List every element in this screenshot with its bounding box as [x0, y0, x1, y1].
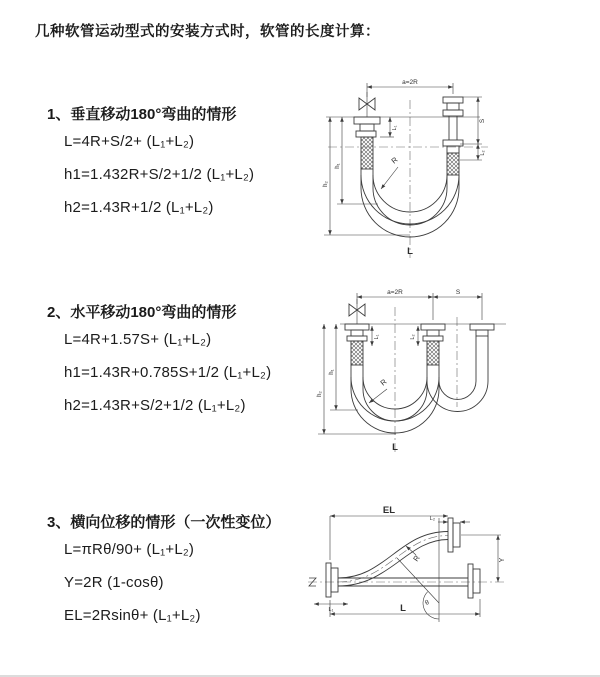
diagram-lateral-displacement	[298, 502, 598, 652]
centerlines	[308, 536, 505, 583]
dim-label-h1: h₁	[329, 369, 335, 375]
section-1-heading: 1、垂直移动180°弯曲的情形	[47, 106, 237, 123]
radius-label: R	[389, 155, 400, 166]
formula-line: h2=1.43R+S/2+1/2 (L₁+L₂)	[64, 397, 246, 414]
diagram-3-drawing	[298, 502, 598, 652]
right-hose-fitting	[443, 97, 463, 175]
length-label: L	[400, 603, 406, 614]
diagram-1-drawing	[310, 72, 600, 262]
dim-label-l1: L₁	[328, 607, 334, 613]
dim-label-h2: h₂	[323, 181, 329, 187]
dim-label-l1: L₁	[392, 125, 398, 131]
dim-label-h1: h₁	[335, 163, 341, 169]
dim-label-y: Y	[499, 557, 506, 563]
curved-hose-displaced-position	[338, 518, 460, 586]
diagram-horizontal-180-bend	[310, 282, 600, 462]
dim-label-s: S	[455, 289, 461, 296]
formula-line: EL=2Rsinθ+ (L₁+L₂)	[64, 607, 201, 624]
formula-line: L=πRθ/90+ (L₁+L₂)	[64, 541, 195, 558]
angle-theta-label: θ	[424, 599, 431, 607]
dim-label-a2r: a=2R	[402, 79, 418, 86]
page-title: 几种软管运动型式的安装方式时，软管的长度计算：	[35, 24, 380, 40]
right-hose-fitting	[470, 324, 494, 336]
left-flange	[326, 563, 338, 597]
straight-hose-initial-position	[338, 564, 480, 598]
radius-label: R	[411, 553, 422, 564]
length-label: L	[392, 442, 398, 453]
length-label: L	[407, 246, 413, 257]
formula-line: h1=1.432R+S/2+1/2 (L₁+L₂)	[64, 166, 255, 183]
left-hose-fitting	[345, 324, 369, 365]
dim-label-h2: h₂	[317, 391, 323, 397]
centerlines	[328, 100, 488, 258]
middle-hose-fitting	[421, 324, 445, 365]
section-3-heading: 3、横向位移的情形（一次性变位）	[47, 514, 281, 531]
diagram-vertical-180-bend	[310, 72, 600, 262]
dim-label-l2: L₂	[429, 516, 435, 522]
formula-line: Y=2R (1-cosθ)	[64, 574, 164, 591]
dimension-lines	[318, 293, 482, 434]
radius-label: R	[378, 377, 389, 388]
dim-label-el: EL	[382, 505, 396, 516]
dim-label-l1: L₁	[374, 334, 380, 340]
diagram-2-drawing	[310, 282, 600, 462]
dim-label-l2: L₂	[410, 334, 416, 340]
section-2-heading: 2、水平移动180°弯曲的情形	[47, 304, 237, 321]
formula-line: h1=1.43R+0.785S+1/2 (L₁+L₂)	[64, 364, 272, 381]
left-hose-fitting	[354, 117, 380, 169]
dim-label-l2: L₂	[480, 150, 486, 156]
formula-line: L=4R+1.57S+ (L₁+L₂)	[64, 331, 212, 348]
formula-line: L=4R+S/2+ (L₁+L₂)	[64, 133, 195, 150]
dim-label-a2r: a=2R	[387, 289, 403, 296]
dim-label-s: S	[479, 118, 486, 124]
formula-line: h2=1.43R+1/2 (L₁+L₂)	[64, 199, 214, 216]
